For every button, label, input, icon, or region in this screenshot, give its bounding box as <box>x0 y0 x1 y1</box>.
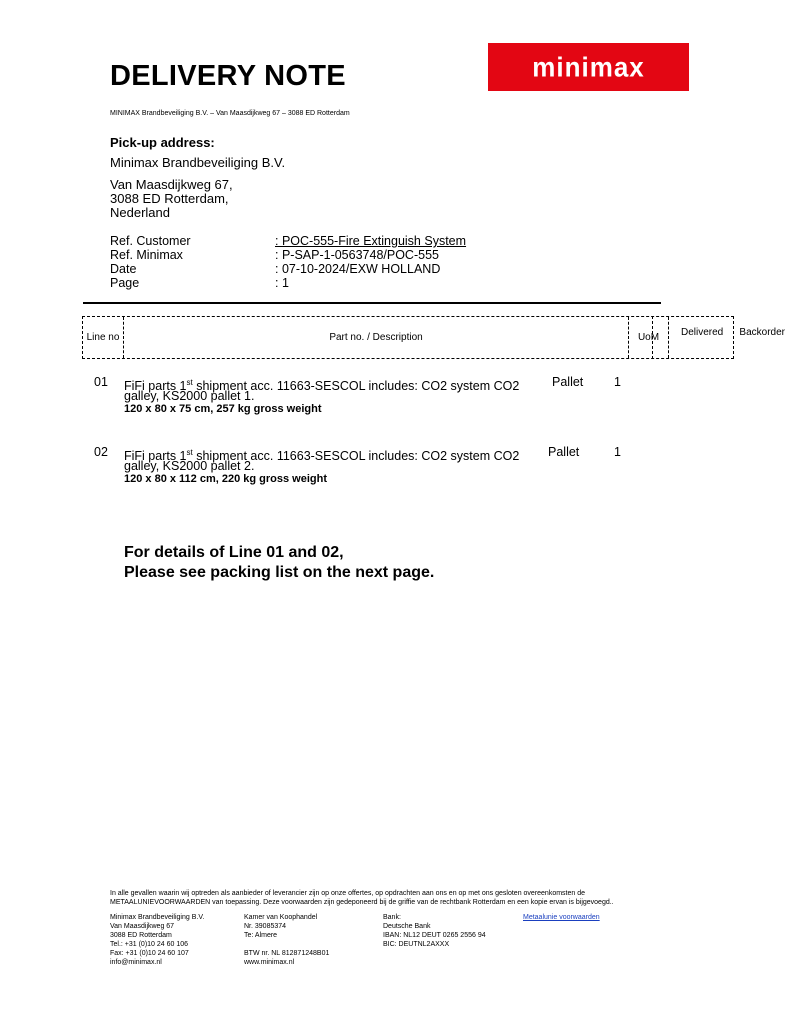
minimax-logo <box>488 43 689 91</box>
pickup-label: Pick-up address: <box>110 135 215 150</box>
column-header-part: Part no. / Description <box>123 317 628 358</box>
row-uom: Pallet <box>548 445 580 459</box>
table-header <box>82 316 785 359</box>
footer-registration-column <box>244 913 329 967</box>
divider <box>83 302 661 304</box>
footer-spacer <box>244 940 329 949</box>
row-delivered: 1 <box>614 445 621 459</box>
footer-text: IBAN: NL12 DEUT 0265 2556 94 <box>383 932 486 939</box>
company-address-line: MINIMAX Brandbeveiliging B.V. – Van Maasdijkweg 67 – 3088 ED Rotterdam <box>110 110 350 117</box>
logo-text: minimax <box>532 50 645 83</box>
details-note <box>124 543 434 583</box>
desc-rest: shipment acc. 11663-SESCOL includes: CO2 system CO2 <box>192 379 520 394</box>
footer-text: BTW nr. NL 812871248B01 <box>244 950 330 957</box>
pickup-line: Van Maasdijkweg 67, <box>110 177 233 192</box>
row-description-line2: galley, KS2000 pallet 2. <box>124 459 255 473</box>
desc-superscript: st <box>186 378 193 387</box>
ref-customer-label: Ref. Customer <box>110 234 191 248</box>
footer-text: Deutsche Bank <box>383 923 431 930</box>
footer-text: 3088 ED Rotterdam <box>110 932 172 939</box>
column-divider <box>652 316 653 359</box>
details-line-1: For details of Line 01 and 02, <box>124 544 344 561</box>
pickup-line: Nederland <box>110 205 170 220</box>
pickup-line: Minimax Brandbeveiliging B.V. <box>110 155 286 170</box>
column-header-delivered: Delivered <box>668 317 736 358</box>
footer-text: www.minimax.nl <box>244 959 295 966</box>
desc-rest: shipment acc. 11663-SESCOL includes: CO2 system CO2 <box>192 449 520 464</box>
footer-text: Bank: <box>383 914 401 921</box>
date-value: : 07-10-2024/EXW HOLLAND <box>275 262 441 276</box>
ref-customer-value: : POC-555-Fire Extinguish System <box>275 234 467 248</box>
footer-text: info@minimax.nl <box>110 959 162 966</box>
row-uom: Pallet <box>552 375 584 389</box>
row-dimensions: 120 x 80 x 75 cm, 257 kg gross weight <box>124 403 322 415</box>
desc-prefix: FiFi parts 1 <box>124 379 187 394</box>
row-line-number: 01 <box>94 375 108 389</box>
page-label: Page <box>110 276 140 290</box>
column-header-backorder: Backorder <box>739 327 785 338</box>
footer-disclaimer: In alle gevallen waarin wij optreden als aanbieder of leverancier zijn op onze offertes, op opdrachten aan ons en op met ons gesloten overeenkomsten de METAALUNIEVOORWAARDEN van toepassing. Deze voorwaarden zijn gedeponeerd bij de griffie van de rechtbank Rotterdam en een kopie ervan is bijgevoegd.. <box>110 890 614 906</box>
footer-text: Fax: +31 (0)10 24 60 107 <box>110 950 189 957</box>
date-label: Date <box>110 262 137 276</box>
footer-company-column <box>110 913 204 967</box>
row-description-line2: galley, KS2000 pallet 1. <box>124 389 255 403</box>
column-header-line: Line no <box>86 331 120 343</box>
pickup-line: 3088 ED Rotterdam, <box>110 191 229 206</box>
details-line-2: Please see packing list on the next page. <box>124 564 435 581</box>
desc-superscript: st <box>186 448 193 457</box>
footer-text: Tel.: +31 (0)10 24 60 106 <box>110 941 189 948</box>
footer-text: Van Maasdijkweg 67 <box>110 923 175 930</box>
footer-text: BIC: DEUTNL2AXXX <box>383 941 450 948</box>
ref-minimax-value: : P-SAP-1-0563748/POC-555 <box>275 248 439 262</box>
page-title: DELIVERY NOTE <box>110 60 346 92</box>
footer-text: Minimax Brandbeveiliging B.V. <box>110 914 205 921</box>
footer-text: Kamer van Koophandel <box>244 914 318 921</box>
footer-text: Nr. 39085374 <box>244 923 287 930</box>
column-header-uom: UoM <box>628 317 668 358</box>
footer-bank-column <box>383 913 486 949</box>
ref-minimax-label: Ref. Minimax <box>110 248 183 262</box>
row-delivered: 1 <box>614 375 621 389</box>
row-dimensions: 120 x 80 x 112 cm, 220 kg gross weight <box>124 473 328 485</box>
footer-text: Te: Almere <box>244 932 278 939</box>
row-line-number: 02 <box>94 445 108 459</box>
desc-prefix: FiFi parts 1 <box>124 449 187 464</box>
page-value: : 1 <box>275 276 289 290</box>
metaalunie-voorwaarden-link[interactable]: Metaalunie voorwaarden <box>523 914 600 921</box>
